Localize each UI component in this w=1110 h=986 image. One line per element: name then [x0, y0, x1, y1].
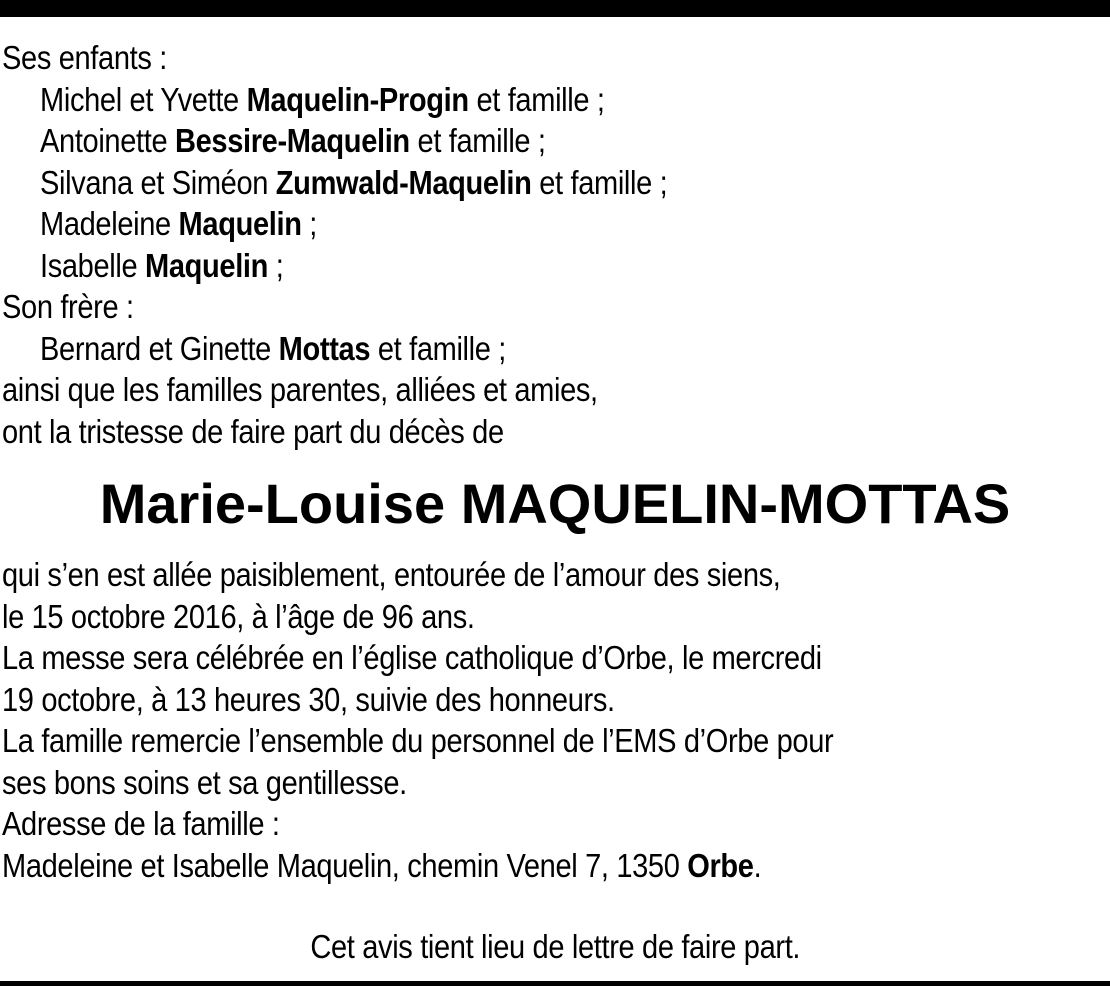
address-pre: Madeleine et Isabelle Maquelin, chemin Venel 7, 1350 — [2, 847, 688, 884]
address-city: Orbe — [687, 847, 754, 884]
children-heading: Ses enfants : — [2, 39, 167, 76]
bottom-rule — [0, 981, 1110, 986]
child-4-surname: Maquelin — [178, 205, 302, 242]
child-1-surname: Maquelin-Progin — [246, 81, 469, 118]
address-post: . — [753, 847, 762, 884]
brother-pre: Bernard et Ginette — [40, 330, 279, 367]
child-5-surname: Maquelin — [144, 247, 269, 284]
body-line-6: ses bons soins et sa gentillesse. — [2, 764, 407, 801]
families-line: ainsi que les familles parentes, alliées et amies, — [2, 371, 598, 408]
announce-line: ont la tristesse de faire part du décès de — [2, 413, 504, 450]
brother-surname: Mottas — [278, 330, 371, 367]
brother-post: et famille ; — [370, 330, 506, 367]
child-4-pre: Madeleine — [40, 205, 179, 242]
child-3-surname: Zumwald-Maquelin — [275, 164, 532, 201]
footer-note — [0, 926, 1110, 968]
body-line-2: le 15 octobre 2016, à l’âge de 96 ans. — [2, 598, 475, 635]
brother-line — [40, 328, 506, 370]
child-5-pre: Isabelle — [40, 247, 145, 284]
child-3-pre: Silvana et Siméon — [40, 164, 276, 201]
child-5-post: ; — [268, 247, 284, 284]
child-2-surname: Bessire-Maquelin — [174, 122, 410, 159]
child-line-4 — [40, 203, 317, 245]
child-line-2 — [40, 120, 546, 162]
top-rule — [0, 0, 1110, 17]
child-2-pre: Antoinette — [40, 122, 175, 159]
footer-text: Cet avis tient lieu de lettre de faire part. — [310, 928, 800, 965]
child-3-post: et famille ; — [531, 164, 668, 201]
brother-heading: Son frère : — [2, 288, 134, 325]
child-line-5 — [40, 245, 283, 287]
deceased-name: Marie-Louise MAQUELIN-MOTTAS — [99, 472, 1011, 535]
child-1-post: et famille ; — [468, 81, 605, 118]
body-line-1: qui s’en est allée paisiblement, entourée de l’amour des siens, — [2, 556, 781, 593]
address-line — [2, 845, 761, 887]
child-1-pre: Michel et Yvette — [40, 81, 247, 118]
body-line-4: 19 octobre, à 13 heures 30, suivie des honneurs. — [2, 681, 615, 718]
child-2-post: et famille ; — [409, 122, 546, 159]
body-line-5: La famille remercie l’ensemble du personnel de l’EMS d’Orbe pour — [2, 722, 834, 759]
child-line-1 — [40, 79, 605, 121]
body-line-3: La messe sera célébrée en l’église catholique d’Orbe, le mercredi — [2, 639, 822, 676]
child-line-3 — [40, 162, 667, 204]
address-heading: Adresse de la famille : — [2, 805, 280, 842]
child-4-post: ; — [301, 205, 318, 242]
